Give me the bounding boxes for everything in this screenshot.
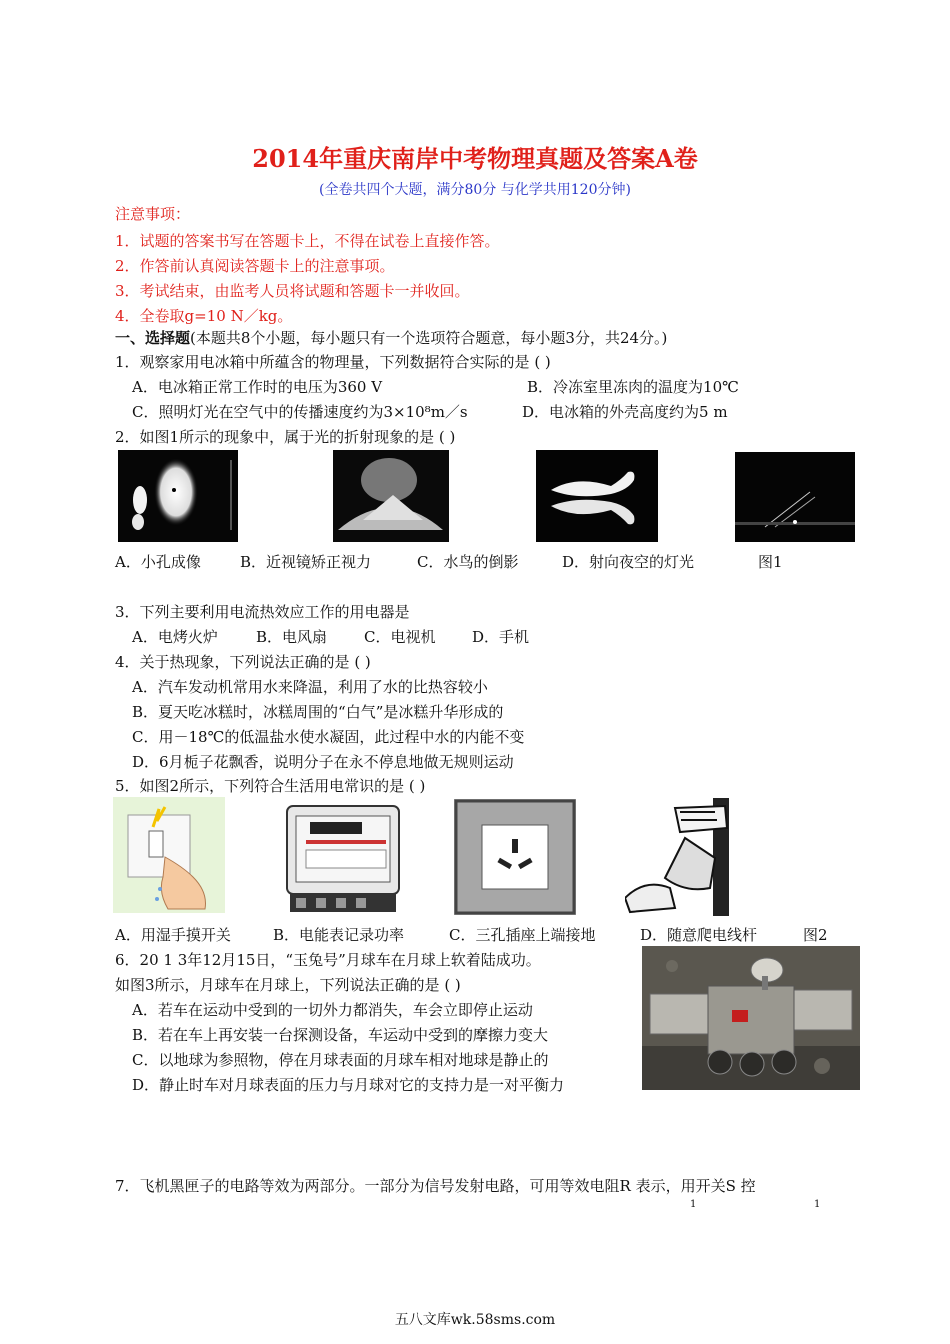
q5-option-a: A．用湿手摸开关 bbox=[115, 926, 231, 944]
q5-option-d: D．随意爬电线杆 bbox=[640, 926, 758, 944]
q1-option-c: C．照明灯光在空气中的传播速度约为3×10⁸m／s bbox=[132, 403, 468, 421]
q2-option-d: D．射向夜空的灯光 bbox=[562, 553, 695, 571]
question-4-stem: 4．关于热现象，下列说法正确的是 ( ) bbox=[115, 653, 371, 671]
footer-watermark: 五八文库wk.58sms.com bbox=[394, 1312, 556, 1328]
figure-climbing-pole-image bbox=[625, 798, 755, 916]
q1-option-d: D．电冰箱的外壳高度约为5 m bbox=[522, 403, 728, 421]
q2-option-b: B．近视镜矫正视力 bbox=[240, 553, 372, 571]
page-title: 2014年重庆南岸中考物理真题及答案A卷 bbox=[252, 144, 698, 173]
q1-option-a: A．电冰箱正常工作时的电压为360 V bbox=[132, 378, 383, 396]
question-3-stem: 3．下列主要利用电流热效应工作的用电器是 bbox=[115, 603, 410, 621]
q6-option-d: D．静止时车对月球表面的压力与月球对它的支持力是一对平衡力 bbox=[132, 1076, 565, 1094]
q2-option-a: A．小孔成像 bbox=[115, 553, 201, 571]
figure-2-label: 图2 bbox=[803, 926, 828, 944]
notice-item: 3．考试结束，由监考人员将试题和答题卡一并收回。 bbox=[115, 282, 470, 300]
q4-option-b: B．夏天吃冰糕时，冰糕周围的“白气”是冰糕升华形成的 bbox=[132, 703, 504, 721]
notice-heading: 注意事项： bbox=[115, 205, 191, 223]
subscript-r1: 1 bbox=[690, 1199, 697, 1210]
question-5-stem: 5．如图2所示，下列符合生活用电常识的是 ( ) bbox=[115, 777, 426, 795]
figure-myopia-lens-image bbox=[333, 450, 449, 542]
q5-option-c: C．三孔插座上端接地 bbox=[449, 926, 596, 944]
figure-electric-meter-image bbox=[282, 798, 404, 915]
figure-bird-reflection-image bbox=[536, 450, 658, 542]
q3-option-b: B．电风扇 bbox=[256, 628, 328, 646]
q1-option-b: B．冷冻室里冻肉的温度为10℃ bbox=[527, 378, 739, 396]
q5-option-b: B．电能表记录功率 bbox=[273, 926, 405, 944]
figure-three-pin-socket-image bbox=[454, 799, 576, 915]
q2-option-c: C．水鸟的倒影 bbox=[417, 553, 519, 571]
q3-option-c: C．电视机 bbox=[364, 628, 436, 646]
figure-lunar-rover-image bbox=[642, 946, 860, 1090]
question-6-stem-line1: 6．20 1 3年12月15日，“玉兔号”月球车在月球上软着陆成功。 bbox=[115, 951, 541, 969]
q6-option-c: C．以地球为参照物，停在月球表面的月球车相对地球是静止的 bbox=[132, 1051, 549, 1069]
question-1-stem: 1．观察家用电冰箱中所蕴含的物理量，下列数据符合实际的是 ( ) bbox=[115, 353, 551, 371]
q6-option-a: A．若车在运动中受到的一切外力都消失，车会立即停止运动 bbox=[132, 1001, 533, 1019]
q3-option-d: D．手机 bbox=[472, 628, 530, 646]
section-desc: (本题共8个小题，每小题只有一个选项符合题意，每小题3分，共24分。) bbox=[190, 329, 668, 347]
subscript-s1: 1 bbox=[814, 1199, 821, 1210]
q4-option-a: A．汽车发动机常用水来降温，利用了水的比热容较小 bbox=[132, 678, 488, 696]
q6-option-b: B．若在车上再安装一台探测设备，车运动中受到的摩擦力变大 bbox=[132, 1026, 549, 1044]
notice-item: 4．全卷取g=10 N／kg。 bbox=[115, 307, 293, 325]
question-6-stem-line2: 如图3所示，月球车在月球上，下列说法正确的是 ( ) bbox=[115, 976, 461, 994]
exam-info: (全卷共四个大题，满分80分 与化学共用120分钟) bbox=[319, 182, 631, 198]
figure-1-label: 图1 bbox=[758, 553, 783, 571]
question-7-stem: 7．飞机黑匣子的电路等效为两部分。一部分为信号发射电路，可用等效电阻R 表示，用开关S 控 bbox=[115, 1177, 756, 1195]
q3-option-a: A．电烤火炉 bbox=[132, 628, 218, 646]
figure-wet-hand-switch-image bbox=[113, 797, 225, 913]
section-title: 一、选择题 bbox=[115, 329, 191, 347]
q4-option-d: D．6月栀子花飘香，说明分子在永不停息地做无规则运动 bbox=[132, 753, 514, 771]
q4-option-c: C．用－18℃的低温盐水使水凝固，此过程中水的内能不变 bbox=[132, 728, 525, 746]
notice-item: 2．作答前认真阅读答题卡上的注意事项。 bbox=[115, 257, 395, 275]
section-heading bbox=[115, 328, 667, 348]
question-2-stem: 2．如图1所示的现象中，属于光的折射现象的是 ( ) bbox=[115, 428, 456, 446]
figure-searchlight-image bbox=[735, 452, 855, 542]
notice-item: 1．试题的答案书写在答题卡上，不得在试卷上直接作答。 bbox=[115, 232, 500, 250]
figure-pinhole-image bbox=[118, 450, 238, 542]
